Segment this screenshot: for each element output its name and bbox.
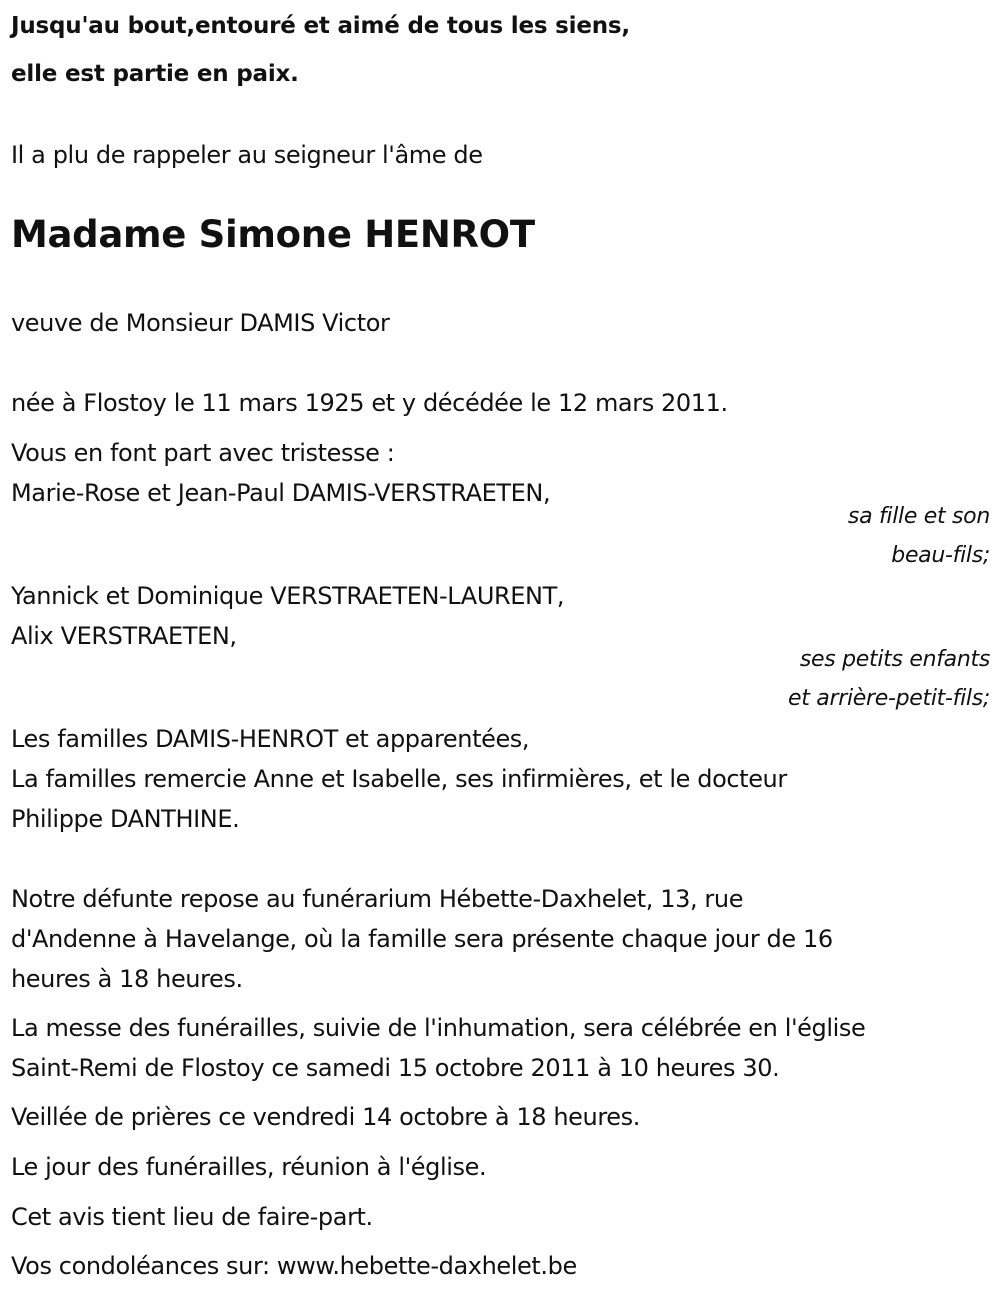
family-line-2: Yannick et Dominique VERSTRAETEN-LAURENT,	[11, 582, 565, 610]
meeting-text: Le jour des funérailles, réunion à l'église.	[11, 1153, 487, 1181]
mass-line-1: La messe des funérailles, suivie de l'inhumation, sera célébrée en l'église	[11, 1014, 866, 1042]
rest-line-1: Notre défunte repose au funérarium Hébette-Daxhelet, 13, rue	[11, 885, 744, 913]
family-line-3: Alix VERSTRAETEN,	[11, 622, 237, 650]
condolences-text: Vos condoléances sur: www.hebette-daxhelet.be	[11, 1252, 577, 1280]
rest-line-3: heures à 18 heures.	[11, 965, 243, 993]
thanks-line-1: La familles remercie Anne et Isabelle, ses infirmières, et le docteur	[11, 765, 787, 793]
thanks-line-2: Philippe DANTHINE.	[11, 805, 240, 833]
intro-line-1: Jusqu'au bout,entouré et aimé de tous les siens,	[11, 13, 630, 39]
relation-2-line-1: ses petits enfants	[799, 647, 990, 672]
announce-text: Vous en font part avec tristesse :	[11, 439, 395, 467]
recall-text: Il a plu de rappeler au seigneur l'âme de	[11, 141, 483, 169]
intro-line-2: elle est partie en paix.	[11, 61, 299, 87]
widow-of-text: veuve de Monsieur DAMIS Victor	[11, 309, 390, 337]
mass-line-2: Saint-Remi de Flostoy ce samedi 15 octobre 2011 à 10 heures 30.	[11, 1054, 780, 1082]
family-line-4: Les familles DAMIS-HENROT et apparentées,	[11, 725, 530, 753]
family-line-1: Marie-Rose et Jean-Paul DAMIS-VERSTRAETEN,	[11, 479, 551, 507]
rest-line-2: d'Andenne à Havelange, où la famille sera présente chaque jour de 16	[11, 925, 833, 953]
relation-1-line-2: beau-fils;	[891, 543, 990, 568]
relation-1-line-1: sa fille et son	[847, 504, 990, 529]
deceased-name: Madame Simone HENROT	[11, 213, 535, 256]
relation-2-line-2: et arrière-petit-fils;	[788, 686, 990, 711]
vigil-text: Veillée de prières ce vendredi 14 octobre à 18 heures.	[11, 1103, 640, 1131]
birth-death-text: née à Flostoy le 11 mars 1925 et y décédée le 12 mars 2011.	[11, 389, 728, 417]
notice-note-text: Cet avis tient lieu de faire-part.	[11, 1203, 373, 1231]
